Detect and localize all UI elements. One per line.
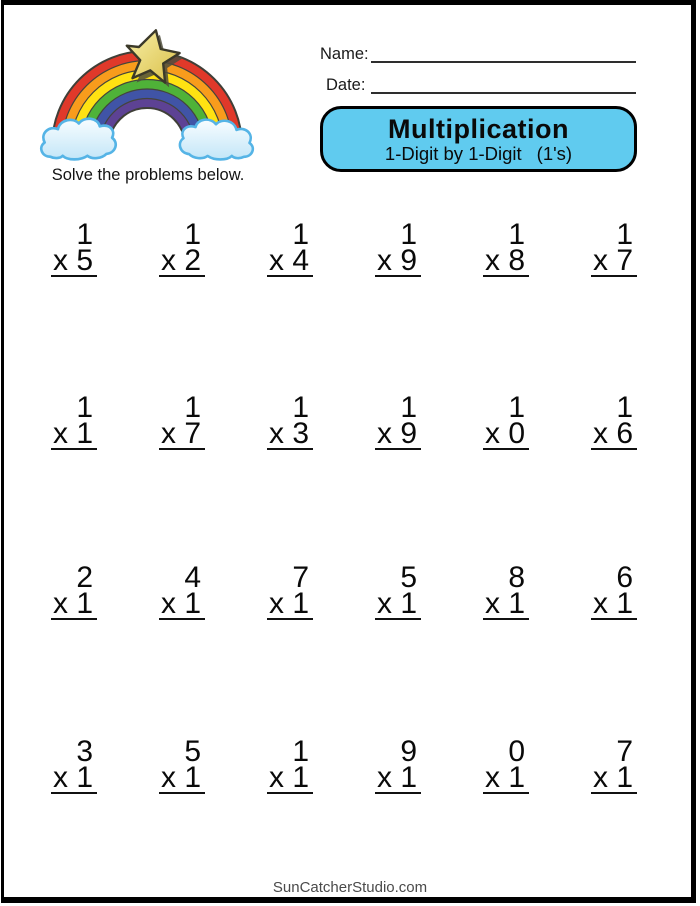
top-factor: 4 [184,561,201,594]
multiplier-line [375,587,421,620]
bottom-factor: 1 [292,587,309,620]
top-factor: 1 [292,735,309,768]
top-factor: 5 [184,735,201,768]
multiplication-problem [483,735,529,794]
bottom-factor: 1 [184,587,201,620]
problem-row [51,391,637,450]
multiply-symbol: x [377,417,392,450]
bottom-factor: 1 [508,587,525,620]
bottom-factor: 1 [292,761,309,794]
top-factor: 1 [76,391,93,424]
multiplier-line [483,417,529,450]
multiplication-problem [375,218,421,277]
bottom-factor: 3 [292,417,309,450]
multiplication-problem [267,218,313,277]
bottom-factor: 1 [616,587,633,620]
top-factor: 1 [76,218,93,251]
top-factor: 0 [508,735,525,768]
subtitle-text: 1-Digit by 1-Digit [384,142,522,164]
footer-credit: SunCatcherStudio.com [272,879,428,896]
cloud-icon [41,119,115,160]
multiply-symbol: x [53,417,68,450]
multiplier-line [375,244,421,277]
top-factor: 6 [616,561,633,594]
bottom-factor: 8 [508,244,525,277]
bottom-factor: 7 [616,244,633,277]
multiplier-line [51,244,97,277]
multiplier-line [267,761,313,794]
multiplier-line [375,417,421,450]
bottom-factor: 1 [616,761,633,794]
top-factor: 3 [76,735,93,768]
multiply-symbol: x [53,244,68,277]
multiplier-line [591,587,637,620]
rainbow-illustration [33,28,263,178]
multiply-symbol: x [485,417,500,450]
multiplier-line [159,761,205,794]
subtitle-note: (1's) [536,142,573,164]
multiplication-problem [591,735,637,794]
multiplier-line [591,244,637,277]
multiplication-problem [591,391,637,450]
multiplier-line [483,244,529,277]
bottom-factor: 1 [76,417,93,450]
multiplication-problem [51,391,97,450]
multiplier-line [375,761,421,794]
multiplication-problem [483,391,529,450]
multiply-symbol: x [161,417,176,450]
multiplication-problem [51,735,97,794]
multiplier-line [159,244,205,277]
rainbow-svg [33,28,263,178]
multiply-symbol: x [593,587,608,620]
top-factor: 1 [292,391,309,424]
worksheet-subtitle [385,143,572,164]
multiply-symbol: x [269,761,284,794]
multiplier-line [483,761,529,794]
multiply-symbol: x [269,244,284,277]
top-factor: 1 [508,218,525,251]
multiplication-problem [483,218,529,277]
problem-row [51,218,637,277]
multiply-symbol: x [161,761,176,794]
top-factor: 1 [184,391,201,424]
bottom-factor: 4 [292,244,309,277]
top-factor: 1 [400,218,417,251]
top-factor: 8 [508,561,525,594]
bottom-factor: 9 [400,417,417,450]
worksheet-title: Multiplication [388,113,569,144]
name-blank-line [371,61,636,63]
multiplication-problem [267,561,313,620]
top-factor: 7 [292,561,309,594]
bottom-factor: 0 [508,417,525,450]
multiplication-problem [267,391,313,450]
multiplier-line [591,417,637,450]
multiply-symbol: x [485,587,500,620]
top-factor: 1 [508,391,525,424]
bottom-factor: 1 [508,761,525,794]
multiply-symbol: x [53,761,68,794]
multiplication-problem [159,391,205,450]
multiply-symbol: x [377,587,392,620]
bottom-factor: 5 [76,244,93,277]
bottom-factor: 2 [184,244,201,277]
multiply-symbol: x [485,244,500,277]
bottom-factor: 1 [400,761,417,794]
multiplication-problem [591,218,637,277]
bottom-factor: 1 [76,761,93,794]
bottom-factor: 7 [184,417,201,450]
multiplication-problem [159,218,205,277]
multiplication-problem [51,561,97,620]
top-factor: 1 [616,218,633,251]
date-label: Date: [326,76,366,94]
multiplication-problem [159,561,205,620]
top-factor: 7 [616,735,633,768]
multiplication-problem [591,561,637,620]
multiplier-line [51,587,97,620]
multiply-symbol: x [161,244,176,277]
top-factor: 2 [76,561,93,594]
top-factor: 1 [292,218,309,251]
top-factor: 1 [184,218,201,251]
top-factor: 1 [616,391,633,424]
bottom-factor: 1 [184,761,201,794]
multiplier-line [159,417,205,450]
top-factor: 9 [400,735,417,768]
cloud-icon [180,120,253,160]
multiplication-problem [375,391,421,450]
problem-row [51,735,637,794]
multiplication-problem [159,735,205,794]
multiply-symbol: x [377,761,392,794]
multiply-symbol: x [485,761,500,794]
bottom-factor: 1 [76,587,93,620]
multiply-symbol: x [161,587,176,620]
multiplier-line [159,587,205,620]
name-label: Name: [320,45,369,63]
multiplier-line [591,761,637,794]
multiplier-line [267,244,313,277]
multiplier-line [51,761,97,794]
multiplication-problem [483,561,529,620]
title-box [320,106,637,172]
multiplier-line [267,587,313,620]
problem-row [51,561,637,620]
top-factor: 5 [400,561,417,594]
bottom-factor: 1 [400,587,417,620]
multiplier-line [267,417,313,450]
bottom-factor: 6 [616,417,633,450]
multiplication-problem [51,218,97,277]
multiply-symbol: x [269,417,284,450]
multiply-symbol: x [593,761,608,794]
bottom-factor: 9 [400,244,417,277]
top-factor: 1 [400,391,417,424]
multiplication-problem [375,561,421,620]
instruction-text: Solve the problems below. [51,166,245,184]
multiply-symbol: x [593,417,608,450]
multiply-symbol: x [53,587,68,620]
multiply-symbol: x [377,244,392,277]
multiplication-problem [375,735,421,794]
multiplication-problem [267,735,313,794]
multiplier-line [51,417,97,450]
multiplier-line [483,587,529,620]
date-blank-line [371,92,636,94]
multiply-symbol: x [269,587,284,620]
multiply-symbol: x [593,244,608,277]
